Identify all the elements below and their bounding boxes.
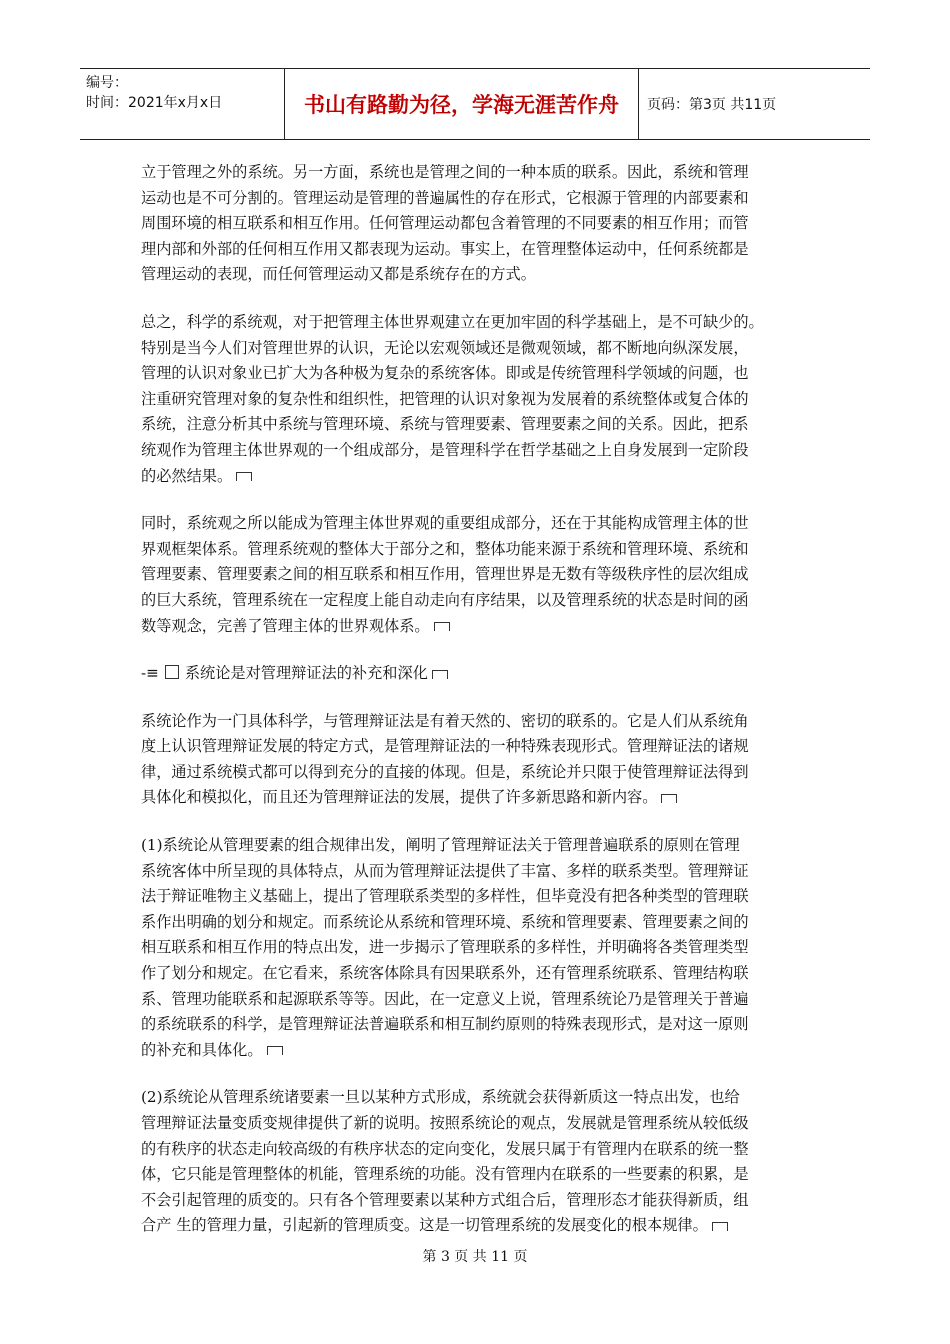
header-motto: 书山有路勤为径，学海无涯苦作舟 bbox=[285, 69, 639, 139]
paragraph bbox=[141, 310, 821, 489]
checkbox-glyph-icon bbox=[165, 665, 179, 679]
paragraph-line: 系统论作为一门具体科学，与管理辩证法是有着天然的、密切的联系的。它是人们从系统角 bbox=[141, 711, 749, 730]
paragraph-line: 注重研究管理对象的复杂性和组织性，把管理的认识对象视为发展着的系统整体或复合体的 bbox=[141, 389, 749, 408]
paragraph-line: 界观框架体系。管理系统观的整体大于部分之和，整体功能来源于系统和管理环境、系统和 bbox=[141, 539, 749, 558]
document-time-label: 时间：2021年x月x日 bbox=[86, 95, 223, 111]
paragraph-line: 不会引起管理的质变的。只有各个管理要素以某种方式组合后，管理形态才能获得新质，组 bbox=[141, 1190, 749, 1209]
paragraph bbox=[141, 709, 821, 811]
document-body bbox=[141, 160, 821, 1261]
paragraph bbox=[141, 511, 821, 639]
paragraph-line: 体，它只能是管理整体的机能，管理系统的功能。没有管理内在联系的一些要素的积累，是 bbox=[141, 1165, 749, 1184]
paragraph-line: 的有秩序的状态走向较高级的有秩序状态的定向变化，发展只属于有管理内在联系的统一整 bbox=[141, 1139, 749, 1158]
paragraph-line: (1)系统论从管理要素的组合规律出发，阐明了管理辩证法关于管理普遍联系的原则在管理 bbox=[141, 836, 740, 855]
page-footer: 第 3 页 共 11 页 bbox=[422, 1249, 528, 1265]
paragraph-mark-icon bbox=[434, 622, 450, 631]
paragraph-line: 统观作为管理主体世界观的一个组成部分，是管理科学在哲学基础之上自身发展到一定阶段 bbox=[141, 440, 749, 459]
paragraph-line: 管理要素、管理要素之间的相互联系和相互作用，管理世界是无数有等级秩序性的层次组成 bbox=[141, 565, 749, 584]
paragraph-line: 度上认识管理辩证发展的特定方式，是管理辩证法的一种特殊表现形式。管理辩证法的诸规 bbox=[141, 737, 749, 756]
page-header bbox=[80, 68, 870, 140]
section-heading-text: 系统论是对管理辩证法的补充和深化 bbox=[184, 664, 428, 683]
paragraph-line: 的巨大系统，管理系统在一定程度上能自动走向有序结果，以及管理系统的状态是时间的函 bbox=[141, 590, 749, 609]
paragraph-line: (2)系统论从管理系统诸要素一旦以某种方式形成，系统就会获得新质这一特点出发，也给 bbox=[141, 1088, 740, 1107]
paragraph-line: 作了划分和规定。在它看来，系统客体除具有因果联系外，还有管理系统联系、管理结构联 bbox=[141, 964, 749, 983]
paragraph-line: 系作出明确的划分和规定。而系统论从系统和管理环境、系统和管理要素、管理要素之间的 bbox=[141, 912, 749, 931]
paragraph-line: 律，通过系统模式都可以得到充分的直接的体现。但是，系统论并只限于使管理辩证法得到 bbox=[141, 762, 749, 781]
paragraph-line: 系统，注意分析其中系统与管理环境、系统与管理要素、管理要素之间的关系。因此，把系 bbox=[141, 415, 749, 434]
paragraph-line: 相互联系和相互作用的特点出发，进一步揭示了管理联系的多样性，并明确将各类管理类型 bbox=[141, 938, 749, 957]
paragraph-line: 管理的认识对象业已扩大为各种极为复杂的系统客体。即或是传统管理科学领域的问题，也 bbox=[141, 364, 749, 383]
paragraph-line: 法于辩证唯物主义基础上，提出了管理联系类型的多样性，但毕竟没有把各种类型的管理联 bbox=[141, 887, 749, 906]
paragraph-mark-icon bbox=[661, 794, 677, 803]
header-left-cell bbox=[80, 69, 285, 139]
paragraph-line: 总之，科学的系统观，对于把管理主体世界观建立在更加牢固的科学基础上，是不可缺少的。 bbox=[141, 312, 764, 331]
paragraph-line: 的补充和具体化。 bbox=[141, 1038, 821, 1064]
section-heading-prefix: -≡ bbox=[141, 664, 159, 683]
header-page-label: 页码：第3页 共11页 bbox=[647, 97, 777, 113]
paragraph-mark-icon bbox=[712, 1222, 728, 1231]
paragraph-mark-icon bbox=[432, 670, 448, 679]
paragraph-line: 数等观念，完善了管理主体的世界观体系。 bbox=[141, 614, 821, 640]
paragraph-line: 系、管理功能联系和起源联系等等。因此，在一定意义上说，管理系统论乃是管理关于普遍 bbox=[141, 989, 749, 1008]
paragraph-line: 特别是当今人们对管理世界的认识，无论以宏观领域还是微观领域，都不断地向纵深发展， bbox=[141, 338, 749, 357]
paragraph-line: 管理运动的表现，而任何管理运动又都是系统存在的方式。 bbox=[141, 265, 536, 284]
document-number-label: 编号： bbox=[86, 75, 128, 91]
paragraph bbox=[141, 1085, 821, 1239]
paragraph-line: 同时，系统观之所以能成为管理主体世界观的重要组成部分，还在于其能构成管理主体的世 bbox=[141, 514, 749, 533]
paragraph-line: 具体化和模拟化，而且还为管理辩证法的发展，提供了许多新思路和新内容。 bbox=[141, 785, 821, 811]
paragraph-line: 运动也是不可分割的。管理运动是管理的普遍属性的存在形式，它根源于管理的内部要素和 bbox=[141, 188, 749, 207]
section-heading bbox=[141, 661, 821, 687]
paragraph-line: 理内部和外部的任何相互作用又都表现为运动。事实上，在管理整体运动中，任何系统都是 bbox=[141, 239, 749, 258]
paragraph-line: 周围环境的相互联系和相互作用。任何管理运动都包含着管理的不同要素的相互作用；而管 bbox=[141, 214, 749, 233]
paragraph-line: 合产 生的管理力量，引起新的管理质变。这是一切管理系统的发展变化的根本规律。 bbox=[141, 1213, 821, 1239]
paragraph-mark-icon bbox=[267, 1046, 283, 1055]
paragraph-mark-icon bbox=[236, 472, 252, 481]
paragraph-line: 的必然结果。 bbox=[141, 464, 821, 490]
paragraph bbox=[141, 833, 821, 1063]
paragraph bbox=[141, 160, 821, 288]
paragraph-line: 的系统联系的科学，是管理辩证法普遍联系和相互制约原则的特殊表现形式，是对这一原则 bbox=[141, 1015, 749, 1034]
paragraph-line: 立于管理之外的系统。另一方面，系统也是管理之间的一种本质的联系。因此，系统和管理 bbox=[141, 163, 749, 181]
paragraph-line: 系统客体中所呈现的具体特点，从而为管理辩证法提供了丰富、多样的联系类型。管理辩证 bbox=[141, 861, 749, 880]
paragraph-line: 管理辩证法量变质变规律提供了新的说明。按照系统论的观点，发展就是管理系统从较低级 bbox=[141, 1114, 749, 1132]
